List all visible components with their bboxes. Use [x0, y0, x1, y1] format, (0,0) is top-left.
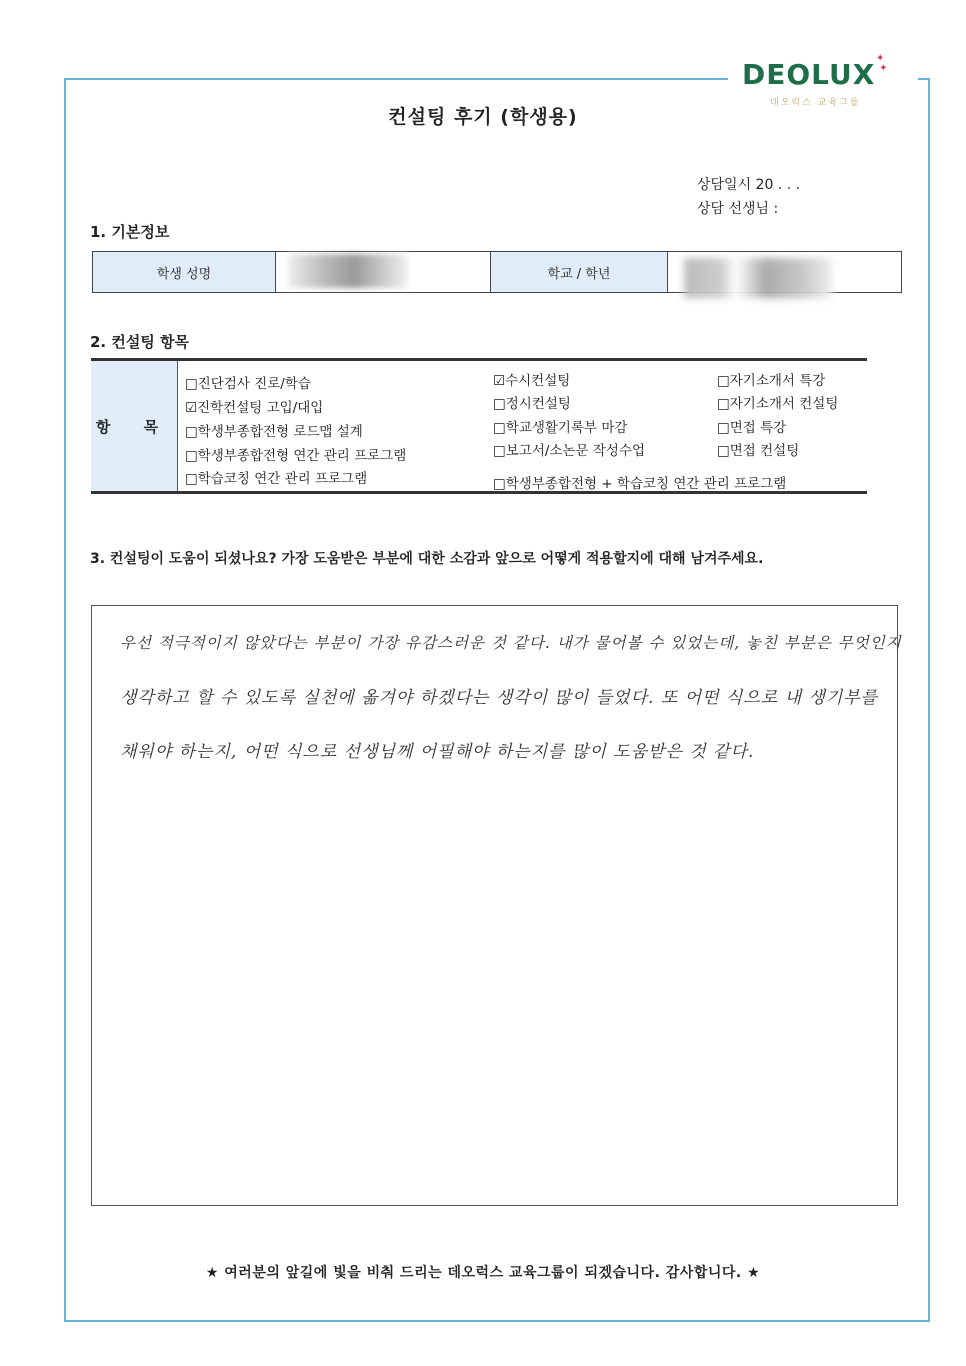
answer-line-2: 생각하고 할 수 있도록 실천에 옮겨야 하겠다는 생각이 많이 들었다. 또 어떤 식으로 내 생기부를	[120, 688, 879, 708]
option-diagnostic-test-checkbox[interactable]: □진단검사 진로/학습	[185, 376, 311, 392]
option-admission-consulting-checkbox[interactable]: ☑진학컨설팅 고입/대입	[185, 400, 324, 416]
footer-message: ★ 여러분의 앞길에 빛을 비춰 드리는 데오럭스 교육그룹이 되겠습니다. 감사합니다. ★	[205, 1265, 761, 1281]
section-question-heading: 3. 컨설팅이 도움이 되셨나요? 가장 도움받은 부분에 대한 소감과 앞으로 어떻게 적용할지에 대해 남겨주세요.	[90, 551, 764, 567]
answer-line-3: 채워야 하는지, 어떤 식으로 선생님께 어필해야 하는지를 많이 도움받은 것 같다.	[120, 742, 755, 762]
page-title: 컨설팅 후기 (학생용)	[388, 106, 578, 128]
option-interview-consulting-checkbox[interactable]: □면접 컨설팅	[717, 443, 800, 459]
option-susi-consulting-checkbox[interactable]: ☑수시컨설팅	[493, 373, 571, 389]
option-learning-coaching-checkbox[interactable]: □학습코칭 연간 관리 프로그램	[185, 471, 368, 487]
section-basic-info-heading: 1. 기본정보	[90, 223, 170, 241]
option-interview-lecture-checkbox[interactable]: □면접 특강	[717, 420, 787, 436]
answer-line-1: 우선 적극적이지 않았다는 부분이 가장 유감스러운 것 같다. 내가 물어볼 수 있었는데, 놓친 부분은 무엇인지	[120, 634, 902, 652]
consult-date-field[interactable]: 상담일시 20 . . .	[697, 177, 801, 193]
option-essay-consulting-checkbox[interactable]: □자기소개서 컨설팅	[717, 396, 839, 412]
option-essay-lecture-checkbox[interactable]: □자기소개서 특강	[717, 373, 826, 389]
section-items-heading: 2. 컨설팅 항목	[90, 333, 190, 351]
option-report-writing-checkbox[interactable]: □보고서/소논문 작성수업	[493, 443, 646, 459]
option-roadmap-checkbox[interactable]: □학생부종합전형 로드맵 설계	[185, 424, 363, 440]
deolux-logo: DEOLUX	[742, 58, 876, 91]
option-record-deadline-checkbox[interactable]: □학교생활기록부 마감	[493, 420, 628, 436]
logo-stars-icon: ✦ ✦	[876, 53, 888, 74]
option-combined-program-checkbox[interactable]: □학생부종합전형 + 학습코칭 연간 관리 프로그램	[493, 476, 787, 492]
consulting-items-table	[91, 358, 867, 494]
school-grade-label: 학교 / 학년	[491, 252, 668, 293]
redacted-school	[684, 258, 832, 298]
option-jeongsi-consulting-checkbox[interactable]: □정시컨설팅	[493, 396, 571, 412]
logo-subtitle: 데오럭스 교육그룹	[770, 98, 861, 108]
redacted-name	[288, 254, 408, 288]
option-annual-program-checkbox[interactable]: □학생부종합전형 연간 관리 프로그램	[185, 448, 407, 464]
consult-teacher-field[interactable]: 상담 선생님 :	[697, 201, 779, 217]
items-label: 항 목	[91, 361, 178, 491]
student-name-label: 학생 성명	[93, 252, 276, 293]
